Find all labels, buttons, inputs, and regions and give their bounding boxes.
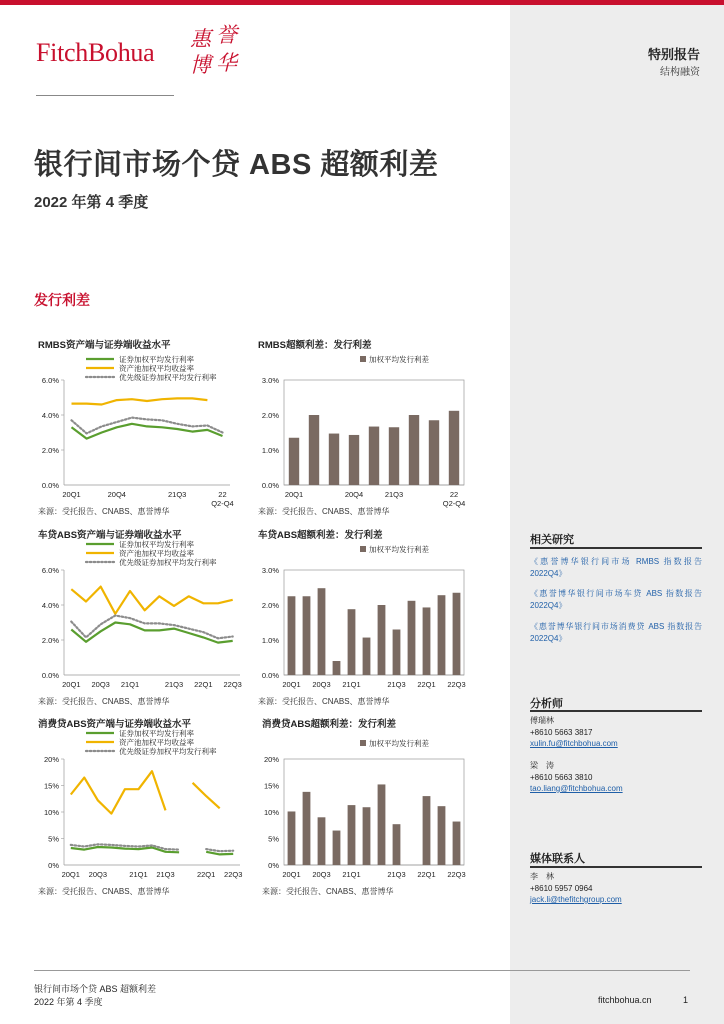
bar <box>423 607 431 675</box>
x-tick-label: 20Q4 <box>107 490 126 499</box>
bar <box>288 811 296 865</box>
consumer-abs-yield-line-chart <box>30 727 250 882</box>
x-tick-label: 22Q1 <box>417 680 436 689</box>
legend-swatch <box>360 356 366 362</box>
chart-title: 车贷ABS超额利差：发行利差 <box>258 530 383 541</box>
logo-char: 华 <box>216 51 237 75</box>
related-research-heading: 相关研究 <box>530 534 574 546</box>
x-tick-label: 22Q3 <box>223 680 242 689</box>
x-tick-label: 20Q3 <box>312 870 331 879</box>
x-tick-label: 22Q1 <box>194 680 213 689</box>
y-tick-label: 1.0% <box>261 446 279 455</box>
series-line <box>71 623 232 643</box>
y-tick-label: 3.0% <box>261 376 279 385</box>
bar <box>288 596 296 675</box>
legend-label: 资产池加权平均收益率 <box>119 738 194 747</box>
section-rule <box>530 866 702 868</box>
chart-title: RMBS超额利差：发行利差 <box>258 340 372 351</box>
plot-frame <box>284 759 464 865</box>
y-tick-label: 15% <box>263 781 279 791</box>
x-tick-label: 22 <box>218 490 227 499</box>
rmbs-spread-bar-chart <box>250 348 480 513</box>
x-tick-label: 22Q3 <box>447 680 466 689</box>
bar <box>318 817 326 865</box>
bar <box>348 609 356 675</box>
bar <box>329 434 339 485</box>
y-tick-label: 1.0% <box>261 636 279 645</box>
series-line <box>72 398 208 404</box>
legend-label: 优先级证券加权平均发行利率 <box>119 558 217 567</box>
related-link[interactable]: 《惠誉博华银行间市场 RMBS 指数报告 2022Q4》 <box>530 557 702 578</box>
chart-source: 来源：受托报告、CNABS、惠誉博华 <box>38 507 170 516</box>
bar <box>453 822 461 865</box>
analyst-card <box>530 715 618 750</box>
analyst-name: 傅瑞林 <box>530 716 554 725</box>
brand-logo-seal <box>186 24 246 84</box>
y-tick-label: 2.0% <box>41 446 59 455</box>
bar <box>333 661 341 675</box>
series-line <box>206 852 233 855</box>
x-tick-label: 22Q1 <box>417 870 436 879</box>
bar <box>363 807 371 865</box>
rmbs-yield-line-chart <box>30 348 250 513</box>
bar <box>408 601 416 675</box>
logo-char: 誉 <box>216 23 237 47</box>
legend-swatch <box>360 546 366 552</box>
y-tick-label: 0% <box>48 861 59 870</box>
bar <box>449 411 459 485</box>
y-tick-label: 20% <box>43 755 59 764</box>
legend-label: 加权平均发行利差 <box>369 355 429 364</box>
analyst-name: 梁 涛 <box>530 761 554 770</box>
bar <box>369 427 379 485</box>
chart-title: RMBS资产端与证券端收益水平 <box>38 340 171 351</box>
x-tick-label: 21Q1 <box>120 680 140 689</box>
x-tick-label: 21Q1 <box>342 680 361 689</box>
media-contact-phone: +8610 5957 0964 <box>530 883 593 893</box>
page-subtitle: 2022 年第 4 季度 <box>34 194 149 211</box>
y-tick-label: 3.0% <box>261 566 279 575</box>
related-link[interactable]: 《惠誉博华银行间市场消费贷 ABS 指数报告 2022Q4》 <box>530 622 702 643</box>
y-tick-label: 6.0% <box>41 376 59 385</box>
chart-source: 来源：受托报告、CNABS、惠誉博华 <box>258 697 390 706</box>
bar <box>303 792 311 865</box>
section-rule <box>530 547 702 549</box>
footer-report-period: 2022 年第 4 季度 <box>34 997 103 1007</box>
chart-source: 来源：受托报告、CNABS、惠誉博华 <box>262 887 394 896</box>
x-tick-label: 20Q1 <box>282 870 301 879</box>
chart-title: 消费贷ABS超额利差：发行利差 <box>262 719 397 730</box>
legend-label: 加权平均发行利差 <box>369 545 429 554</box>
analyst-phone: +8610 5663 3810 <box>530 772 593 782</box>
chart-title: 车贷ABS资产端与证券端收益水平 <box>38 530 182 541</box>
bar <box>389 427 399 485</box>
bar <box>348 805 356 865</box>
x-tick-label: Q2-Q4 <box>211 499 234 508</box>
x-tick-label: 22Q3 <box>447 870 466 879</box>
consumer-abs-spread-bar-chart <box>250 727 480 882</box>
x-tick-label: 21Q3 <box>387 870 406 879</box>
bar <box>318 588 326 675</box>
x-tick-label: 21Q1 <box>342 870 361 879</box>
bar <box>393 824 401 865</box>
x-tick-label: 22Q1 <box>196 870 216 879</box>
footer-report-title: 银行间市场个贷 ABS 超额利差 <box>34 984 157 994</box>
bar <box>453 593 461 675</box>
bar <box>393 630 401 676</box>
brand-logo[interactable]: FitchBohua <box>36 38 155 67</box>
media-contact-heading: 媒体联系人 <box>530 853 585 865</box>
page-number: 1 <box>683 995 689 1005</box>
legend-label: 证券加权平均发行利率 <box>119 355 194 364</box>
footer-divider <box>34 970 690 971</box>
bar <box>438 595 446 675</box>
x-tick-label: 20Q3 <box>312 680 331 689</box>
bar <box>438 806 446 865</box>
logo-char: 惠 <box>190 27 211 51</box>
x-tick-label: 21Q3 <box>168 490 187 499</box>
x-tick-label: 22Q3 <box>224 870 243 879</box>
x-tick-label: 20Q3 <box>88 870 108 879</box>
chart-title: 消费贷ABS资产端与证券端收益水平 <box>38 719 192 730</box>
bar <box>423 796 431 865</box>
media-contact-email-link[interactable]: jack.li@thefitchgroup.com <box>530 895 622 904</box>
page-title: 银行间市场个贷 ABS 超额利差 <box>34 149 439 181</box>
y-tick-label: 2.0% <box>261 411 279 420</box>
y-tick-label: 5% <box>268 834 279 844</box>
bar <box>429 420 439 485</box>
chart-source: 来源：受托报告、CNABS、惠誉博华 <box>258 507 390 516</box>
analyst-phone: +8610 5663 3817 <box>530 727 593 737</box>
y-tick-label: 5% <box>48 834 59 844</box>
bar <box>309 415 319 485</box>
x-tick-label: Q2-Q4 <box>442 499 466 508</box>
media-contact-name: 李 林 <box>530 872 554 881</box>
x-tick-label: 20Q1 <box>284 490 304 499</box>
y-tick-label: 10% <box>263 808 279 817</box>
y-tick-label: 0.0% <box>41 671 59 680</box>
section-rule <box>530 710 702 712</box>
x-tick-label: 21Q3 <box>387 680 406 689</box>
section-heading: 发行利差 <box>34 292 90 308</box>
x-tick-label: 21Q3 <box>164 680 184 689</box>
x-tick-label: 21Q1 <box>129 870 148 879</box>
x-tick-label: 20Q1 <box>62 490 81 499</box>
media-contact-card <box>530 871 622 906</box>
report-type: 特别报告 <box>647 47 700 62</box>
bar <box>289 438 299 485</box>
legend-label: 证券加权平均发行利率 <box>119 729 194 738</box>
y-tick-label: 10% <box>43 808 59 817</box>
chart-source: 来源：受托报告、CNABS、惠誉博华 <box>38 697 170 706</box>
legend-label: 加权平均发行利差 <box>369 739 429 748</box>
y-tick-label: 0% <box>268 861 279 870</box>
x-tick-label: 21Q3 <box>384 490 404 499</box>
series-line <box>71 771 166 813</box>
logo-char: 博 <box>190 53 211 77</box>
report-category: 结构融资 <box>660 67 700 78</box>
y-tick-label: 4.0% <box>41 411 59 420</box>
bar <box>349 435 359 485</box>
y-tick-label: 2.0% <box>41 636 59 645</box>
series-line <box>193 783 220 809</box>
bar <box>409 415 419 485</box>
legend-label: 资产池加权平均收益率 <box>119 549 194 558</box>
bar <box>333 831 341 865</box>
legend-label: 资产池加权平均收益率 <box>119 364 194 373</box>
legend-label: 优先级证券加权平均发行利率 <box>119 373 217 382</box>
auto-abs-yield-line-chart <box>30 538 250 693</box>
bar <box>378 605 386 675</box>
x-tick-label: 20Q3 <box>91 680 110 689</box>
series-line <box>206 849 233 851</box>
analyst-card <box>530 760 623 795</box>
y-tick-label: 0.0% <box>261 481 279 490</box>
plot-frame <box>284 570 464 675</box>
analyst-email-link[interactable]: xulin.fu@fitchbohua.com <box>530 739 618 748</box>
series-line <box>71 587 232 614</box>
related-link[interactable]: 《惠誉博华银行间市场车贷 ABS 指数报告 2022Q4》 <box>530 589 702 610</box>
y-tick-label: 6.0% <box>41 566 59 575</box>
legend-swatch <box>360 740 366 746</box>
x-tick-label: 21Q3 <box>156 870 175 879</box>
legend-label: 证券加权平均发行利率 <box>119 540 194 549</box>
logo-divider <box>36 95 174 96</box>
analyst-email-link[interactable]: tao.liang@fitchbohua.com <box>530 784 623 793</box>
bar <box>303 596 311 675</box>
y-tick-label: 2.0% <box>261 601 279 610</box>
y-tick-label: 20% <box>263 755 279 764</box>
analyst-heading: 分析师 <box>530 698 563 710</box>
x-tick-label: 20Q1 <box>62 680 81 689</box>
chart-source: 来源：受托报告、CNABS、惠誉博华 <box>38 887 170 896</box>
y-tick-label: 0.0% <box>261 671 279 680</box>
bar <box>378 784 386 865</box>
bar <box>363 638 371 675</box>
x-tick-label: 20Q1 <box>61 870 80 879</box>
x-tick-label: 20Q1 <box>282 680 301 689</box>
legend-label: 优先级证券加权平均发行利率 <box>119 747 217 756</box>
auto-abs-spread-bar-chart <box>250 538 480 693</box>
x-tick-label: 22 <box>449 490 459 499</box>
y-tick-label: 0.0% <box>41 481 59 490</box>
footer-website-link[interactable]: fitchbohua.cn <box>598 995 652 1005</box>
y-tick-label: 4.0% <box>41 601 59 610</box>
y-tick-label: 15% <box>43 781 59 791</box>
x-tick-label: 20Q4 <box>344 490 364 499</box>
